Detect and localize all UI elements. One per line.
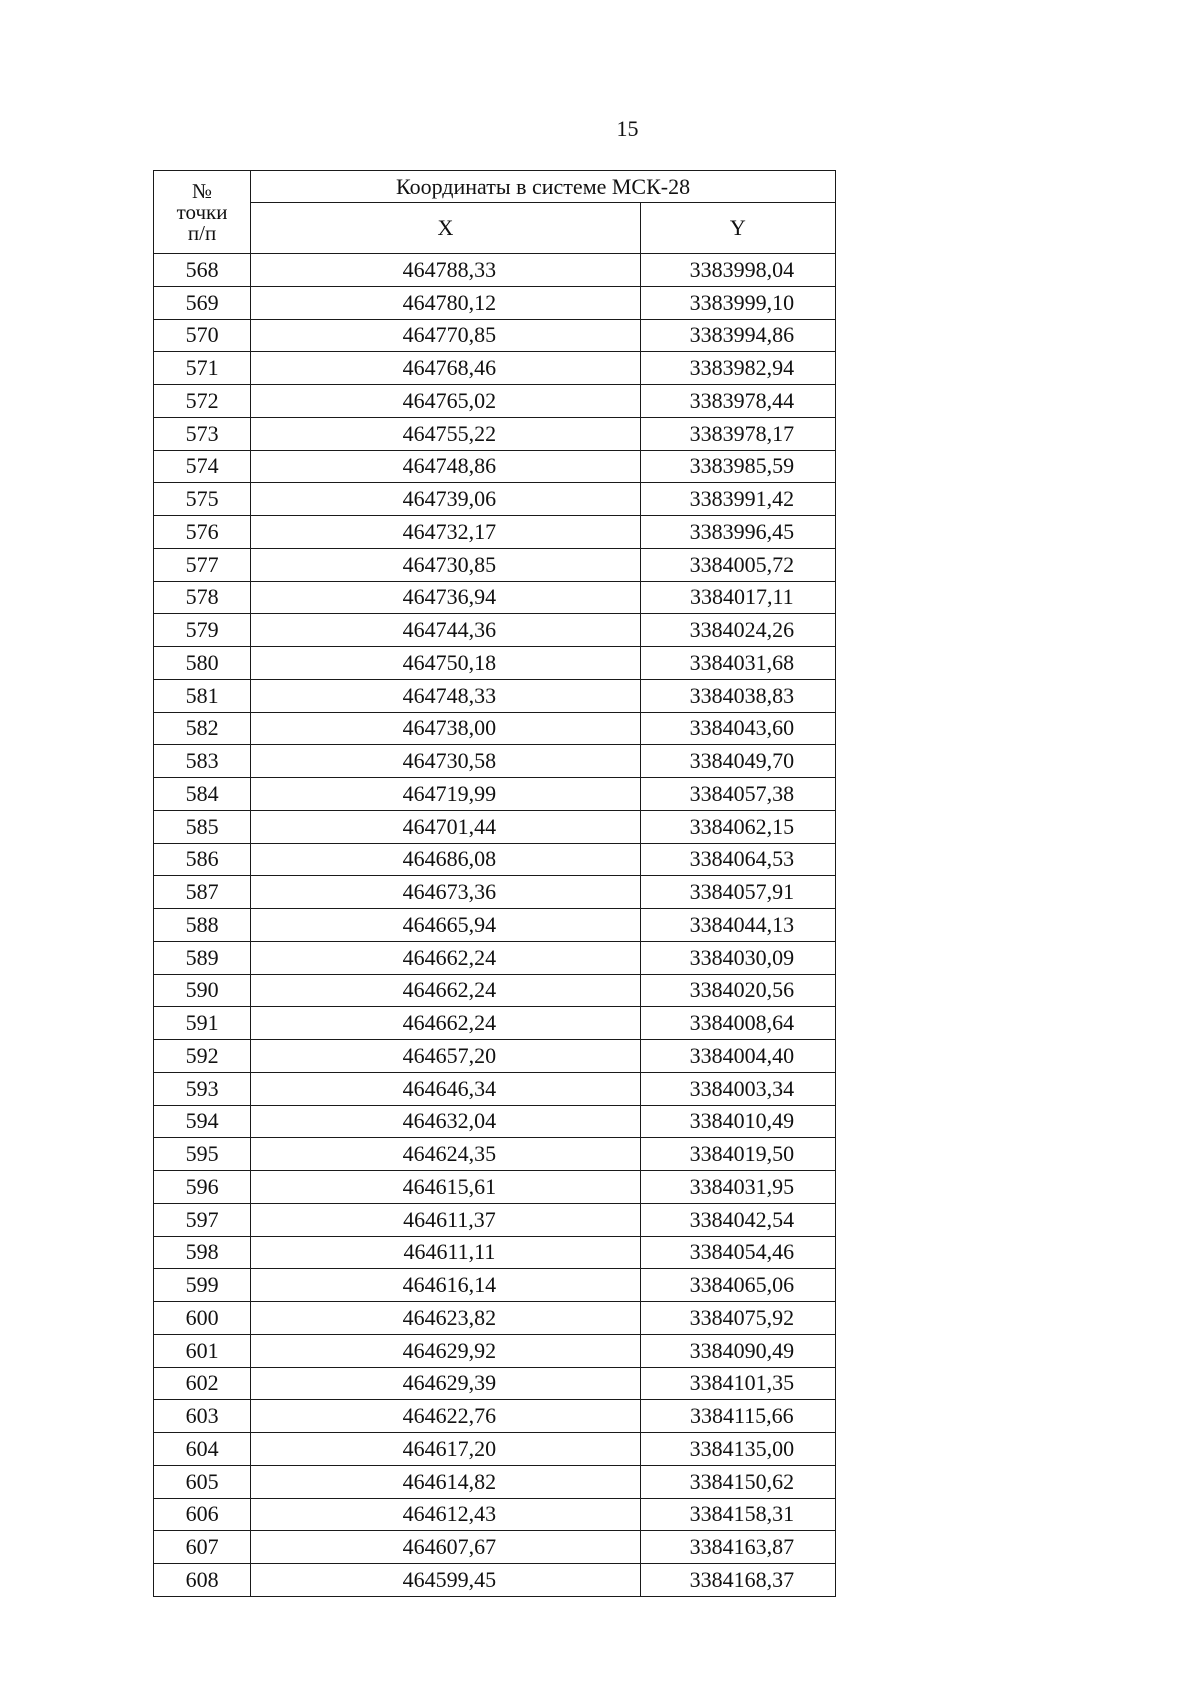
table-row (154, 286, 836, 319)
x-coordinate-cell: 464662,24 (251, 974, 641, 1007)
table-row (154, 843, 836, 876)
table-row (154, 745, 836, 778)
point-number-cell: 595 (154, 1138, 251, 1171)
point-number-header (154, 171, 251, 254)
y-coordinate-cell: 3384031,95 (640, 1171, 835, 1204)
table-row (154, 1040, 836, 1073)
y-coordinate-cell: 3384038,83 (640, 679, 835, 712)
y-coordinate-cell: 3384024,26 (640, 614, 835, 647)
point-number-cell: 590 (154, 974, 251, 1007)
table-row (154, 1007, 836, 1040)
table-row (154, 712, 836, 745)
table-row (154, 450, 836, 483)
x-coordinate-cell: 464611,37 (251, 1203, 641, 1236)
y-coordinate-cell: 3384005,72 (640, 548, 835, 581)
y-coordinate-cell: 3384163,87 (640, 1531, 835, 1564)
point-number-cell: 598 (154, 1236, 251, 1269)
x-coordinate-cell: 464614,82 (251, 1465, 641, 1498)
point-number-cell: 597 (154, 1203, 251, 1236)
y-coordinate-cell: 3384044,13 (640, 909, 835, 942)
table-header (154, 171, 836, 254)
x-coordinate-cell: 464739,06 (251, 483, 641, 516)
point-number-cell: 570 (154, 319, 251, 352)
point-number-cell: 596 (154, 1171, 251, 1204)
point-number-cell: 576 (154, 516, 251, 549)
table-row (154, 1564, 836, 1597)
point-number-cell: 600 (154, 1302, 251, 1335)
table-row (154, 1105, 836, 1138)
x-coordinate-cell: 464662,24 (251, 1007, 641, 1040)
y-coordinate-cell: 3384031,68 (640, 647, 835, 680)
y-coordinate-cell: 3384003,34 (640, 1072, 835, 1105)
x-coordinate-cell: 464730,85 (251, 548, 641, 581)
y-coordinate-cell: 3384168,37 (640, 1564, 835, 1597)
x-coordinate-cell: 464662,24 (251, 941, 641, 974)
table-row (154, 1203, 836, 1236)
y-coordinate-cell: 3384019,50 (640, 1138, 835, 1171)
table-row (154, 778, 836, 811)
x-coordinate-cell: 464612,43 (251, 1498, 641, 1531)
y-column-header: Y (640, 203, 835, 254)
y-coordinate-cell: 3384017,11 (640, 581, 835, 614)
y-coordinate-cell: 3384135,00 (640, 1433, 835, 1466)
y-coordinate-cell: 3384090,49 (640, 1334, 835, 1367)
point-number-cell: 579 (154, 614, 251, 647)
y-coordinate-cell: 3383994,86 (640, 319, 835, 352)
point-number-cell: 594 (154, 1105, 251, 1138)
table-row (154, 1433, 836, 1466)
table-row (154, 483, 836, 516)
x-coordinate-cell: 464665,94 (251, 909, 641, 942)
x-coordinate-cell: 464607,67 (251, 1531, 641, 1564)
x-coordinate-cell: 464748,86 (251, 450, 641, 483)
x-coordinate-cell: 464629,92 (251, 1334, 641, 1367)
x-coordinate-cell: 464744,36 (251, 614, 641, 647)
point-number-cell: 583 (154, 745, 251, 778)
y-coordinate-cell: 3383978,17 (640, 417, 835, 450)
point-label: точки (176, 199, 228, 224)
x-coordinate-cell: 464622,76 (251, 1400, 641, 1433)
point-number-cell: 571 (154, 352, 251, 385)
y-coordinate-cell: 3384115,66 (640, 1400, 835, 1433)
point-number-cell: 587 (154, 876, 251, 909)
table-row (154, 810, 836, 843)
x-coordinate-cell: 464755,22 (251, 417, 641, 450)
point-number-cell: 580 (154, 647, 251, 680)
y-coordinate-cell: 3384075,92 (640, 1302, 835, 1335)
x-coordinate-cell: 464768,46 (251, 352, 641, 385)
point-number-cell: 582 (154, 712, 251, 745)
table-row (154, 581, 836, 614)
x-coordinate-cell: 464629,39 (251, 1367, 641, 1400)
table-row (154, 647, 836, 680)
x-coordinate-cell: 464615,61 (251, 1171, 641, 1204)
y-coordinate-cell: 3383999,10 (640, 286, 835, 319)
point-number-cell: 592 (154, 1040, 251, 1073)
y-coordinate-cell: 3384062,15 (640, 810, 835, 843)
y-coordinate-cell: 3384004,40 (640, 1040, 835, 1073)
coordinates-system-header: Координаты в системе МСК-28 (251, 171, 836, 203)
point-number-cell: 603 (154, 1400, 251, 1433)
y-coordinate-cell: 3384042,54 (640, 1203, 835, 1236)
page-number: 15 (616, 116, 639, 141)
x-coordinate-cell: 464770,85 (251, 319, 641, 352)
point-number-cell: 572 (154, 385, 251, 418)
point-number-cell: 591 (154, 1007, 251, 1040)
table-row (154, 941, 836, 974)
x-coordinate-cell: 464788,33 (251, 254, 641, 287)
y-coordinate-cell: 3384054,46 (640, 1236, 835, 1269)
x-coordinate-cell: 464736,94 (251, 581, 641, 614)
point-number-cell: 601 (154, 1334, 251, 1367)
x-coordinate-cell: 464616,14 (251, 1269, 641, 1302)
table-row (154, 548, 836, 581)
point-number-cell: 577 (154, 548, 251, 581)
y-coordinate-cell: 3384158,31 (640, 1498, 835, 1531)
table-row (154, 385, 836, 418)
table-row (154, 909, 836, 942)
y-coordinate-cell: 3383978,44 (640, 385, 835, 418)
table-row (154, 319, 836, 352)
table-row (154, 876, 836, 909)
point-number-cell: 604 (154, 1433, 251, 1466)
table-row (154, 1334, 836, 1367)
point-number-cell: 574 (154, 450, 251, 483)
y-coordinate-cell: 3383982,94 (640, 352, 835, 385)
x-coordinate-cell: 464748,33 (251, 679, 641, 712)
table-row (154, 1302, 836, 1335)
point-number-cell: 568 (154, 254, 251, 287)
point-number-cell: 602 (154, 1367, 251, 1400)
x-coordinate-cell: 464686,08 (251, 843, 641, 876)
x-coordinate-cell: 464623,82 (251, 1302, 641, 1335)
x-coordinate-cell: 464632,04 (251, 1105, 641, 1138)
y-coordinate-cell: 3384008,64 (640, 1007, 835, 1040)
x-coordinate-cell: 464765,02 (251, 385, 641, 418)
x-coordinate-cell: 464617,20 (251, 1433, 641, 1466)
coordinates-table (153, 170, 836, 1597)
table-row (154, 1236, 836, 1269)
table-row (154, 417, 836, 450)
point-number-cell: 593 (154, 1072, 251, 1105)
point-number-cell: 578 (154, 581, 251, 614)
y-coordinate-cell: 3384043,60 (640, 712, 835, 745)
y-coordinate-cell: 3384057,38 (640, 778, 835, 811)
table-row (154, 1531, 836, 1564)
table-row (154, 1072, 836, 1105)
point-number-cell: 586 (154, 843, 251, 876)
y-coordinate-cell: 3384065,06 (640, 1269, 835, 1302)
y-coordinate-cell: 3384020,56 (640, 974, 835, 1007)
table-body (154, 254, 836, 1597)
table-row (154, 1171, 836, 1204)
y-coordinate-cell: 3384010,49 (640, 1105, 835, 1138)
point-number-cell: 581 (154, 679, 251, 712)
y-coordinate-cell: 3384049,70 (640, 745, 835, 778)
table-row (154, 1400, 836, 1433)
y-coordinate-cell: 3383985,59 (640, 450, 835, 483)
point-number-cell: 605 (154, 1465, 251, 1498)
x-coordinate-cell: 464611,11 (251, 1236, 641, 1269)
number-sign: № (192, 178, 213, 203)
x-coordinate-cell: 464732,17 (251, 516, 641, 549)
x-coordinate-cell: 464730,58 (251, 745, 641, 778)
point-number-cell: 608 (154, 1564, 251, 1597)
point-number-cell: 588 (154, 909, 251, 942)
y-coordinate-cell: 3384030,09 (640, 941, 835, 974)
y-coordinate-cell: 3384150,62 (640, 1465, 835, 1498)
x-column-header: X (251, 203, 641, 254)
table-row (154, 1138, 836, 1171)
x-coordinate-cell: 464646,34 (251, 1072, 641, 1105)
table-row (154, 614, 836, 647)
point-number-cell: 569 (154, 286, 251, 319)
point-number-cell: 607 (154, 1531, 251, 1564)
point-number-cell: 589 (154, 941, 251, 974)
table-row (154, 352, 836, 385)
y-coordinate-cell: 3384064,53 (640, 843, 835, 876)
table-row (154, 1465, 836, 1498)
y-coordinate-cell: 3383996,45 (640, 516, 835, 549)
x-coordinate-cell: 464673,36 (251, 876, 641, 909)
x-coordinate-cell: 464719,99 (251, 778, 641, 811)
table-row (154, 1269, 836, 1302)
table-row (154, 974, 836, 1007)
x-coordinate-cell: 464701,44 (251, 810, 641, 843)
x-coordinate-cell: 464780,12 (251, 286, 641, 319)
point-number-cell: 606 (154, 1498, 251, 1531)
point-number-cell: 573 (154, 417, 251, 450)
x-coordinate-cell: 464657,20 (251, 1040, 641, 1073)
y-coordinate-cell: 3384057,91 (640, 876, 835, 909)
table-row (154, 254, 836, 287)
x-coordinate-cell: 464624,35 (251, 1138, 641, 1171)
table-row (154, 679, 836, 712)
point-number-cell: 599 (154, 1269, 251, 1302)
table-row (154, 1498, 836, 1531)
x-coordinate-cell: 464738,00 (251, 712, 641, 745)
point-number-cell: 575 (154, 483, 251, 516)
ordinal-label: п/п (187, 220, 217, 245)
x-coordinate-cell: 464750,18 (251, 647, 641, 680)
y-coordinate-cell: 3383998,04 (640, 254, 835, 287)
y-coordinate-cell: 3384101,35 (640, 1367, 835, 1400)
y-coordinate-cell: 3383991,42 (640, 483, 835, 516)
point-number-cell: 584 (154, 778, 251, 811)
table-row (154, 516, 836, 549)
table-row (154, 1367, 836, 1400)
x-coordinate-cell: 464599,45 (251, 1564, 641, 1597)
point-number-cell: 585 (154, 810, 251, 843)
